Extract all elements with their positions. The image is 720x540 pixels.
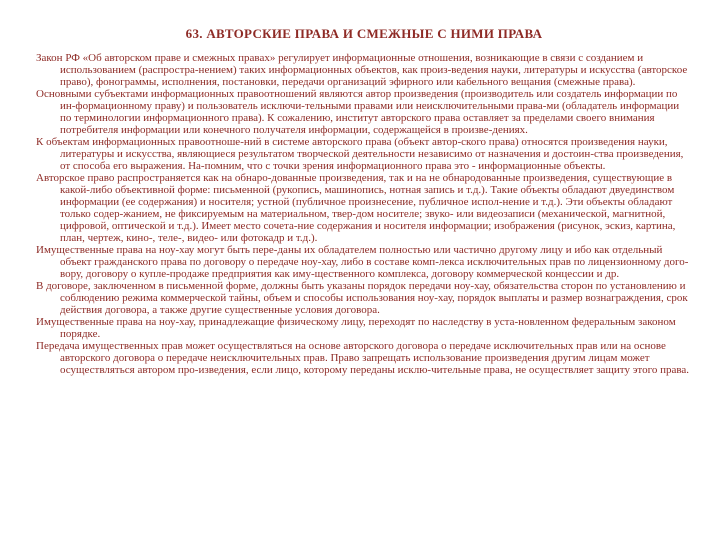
paragraph: В договоре, заключенном в письменной форме, должны быть указаны порядок передачи ноу-хау, обязательства сторон по установлению и соблюдению режима коммерческой тайны, объем и способы использования ноу-хау, порядок выплаты и размер вознаграждения, срок действия договора, а также другие существенные условия договора. bbox=[36, 280, 688, 316]
paragraph: Авторское право распространяется как на обнаро-дованные произведения, так и на не обнародованные произведения, существующие в какой-либо объективной форме: письменной (рукопись, машинопись, нотная запись и т.д.). Такие объекты обладают двуединством информации (ее содержания) и носителя; устной (публичное произнесение, публичное испол-нение и т.д.). Эти объекты обладают только содер-жанием, не фиксируемым на материальном, твер-дом носителе; звуко- или видеозаписи (механической, магнитной, цифровой, оптической и т.д.). Имеет место сочета-ние содержания и носителя информации; изображения (рисунок, эскиз, картина, план, чертеж, кино-, теле-, видео- или фотокадр и т.д.). bbox=[36, 172, 676, 244]
paragraph: Закон РФ «Об авторском праве и смежных правах» регулирует информационные отношения, возникающие в связи с созданием и использованием (распростра-нением) таких информационных объектов, как произ-ведения науки, литературы и искусства (авторское право), фонограммы, исполнения, постановки, передачи организаций эфирного или кабельного вещания (смежные права). bbox=[36, 52, 688, 88]
paragraph: Основными субъектами информационных правоотношений являются автор произведения (производитель или создатель информации по ин-формационному праву) и пользователь исключи-тельными правами или неисключительными права-ми (обладатель информации по терминологии информационного права). К сожалению, институт авторского права оставляет за пределами своего внимания потребителя информации или конечного получателя информации, содержащейся в произве-дениях. bbox=[36, 88, 680, 136]
paragraph: Имущественные права на ноу-хау, принадлежащие физическому лицу, переходят по наследству в уста-новленном федеральным законом порядке. bbox=[36, 316, 676, 340]
paragraph: К объектам информационных правоотноше-ний в системе авторского права (объект автор-ского права) относятся произведения науки, литературы и искусства, являющиеся результатом творческой деятельности независимо от назначения и достоин-ства произведения, от способа его выражения. На-помним, что с точки зрения информационного права это - информационные объекты. bbox=[36, 136, 684, 172]
paragraph: Передача имущественных прав может осуществляться на основе авторского договора о передаче исключительных прав или на основе авторского договора о передаче неисключительных прав. Право запрещать использование произведения другим лицам может осуществляться автором про-изведения, если лицо, которому переданы исклю-чительные права, не осуществляет защиту этого права. bbox=[36, 340, 690, 376]
page-title: 63. АВТОРСКИЕ ПРАВА И СМЕЖНЫЕ С НИМИ ПРАВА bbox=[185, 26, 543, 41]
body-text bbox=[36, 52, 692, 376]
paragraph: Имущественные права на ноу-хау могут быть пере-даны их обладателем полностью или частично другому лицу и ибо как отдельный объект гражданского права по договору о передаче ноу-хау, либо в составе комп-лекса исключительных прав по лицензионному дого-вору, договору о купле-продаже предприятия как иму-щественного комплекса, договору коммерческой концессии и др. bbox=[36, 244, 689, 280]
